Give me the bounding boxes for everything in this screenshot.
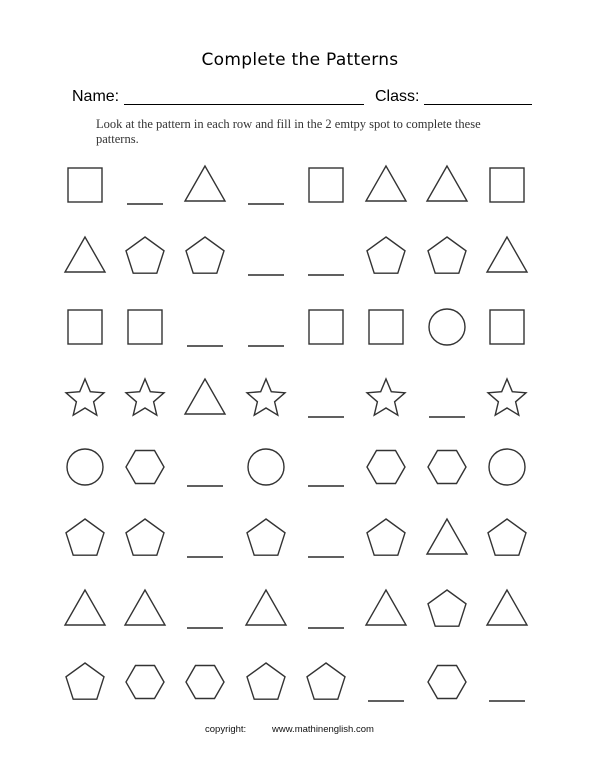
hexagon-shape bbox=[126, 666, 164, 699]
circle-shape bbox=[67, 449, 103, 485]
star-shape bbox=[126, 379, 164, 415]
circle-shape bbox=[429, 309, 465, 345]
hexagon-shape bbox=[126, 451, 164, 484]
triangle-shape bbox=[65, 590, 105, 625]
copyright-label: copyright: bbox=[205, 724, 247, 735]
star-shape bbox=[247, 379, 285, 415]
square-shape bbox=[128, 310, 162, 344]
pentagon-shape bbox=[367, 519, 405, 555]
circle-shape bbox=[489, 449, 525, 485]
pentagon-shape bbox=[367, 237, 405, 273]
star-shape bbox=[488, 379, 526, 415]
square-shape bbox=[68, 310, 102, 344]
triangle-shape bbox=[65, 237, 105, 272]
square-shape bbox=[309, 168, 343, 202]
hexagon-shape bbox=[428, 451, 466, 484]
triangle-shape bbox=[246, 590, 286, 625]
website-link[interactable]: www.mathinenglish.com bbox=[272, 724, 374, 735]
square-shape bbox=[309, 310, 343, 344]
triangle-shape bbox=[366, 590, 406, 625]
triangle-shape bbox=[487, 237, 527, 272]
hexagon-shape bbox=[186, 666, 224, 699]
instructions-text: Look at the pattern in each row and fill in the 2 emtpy spot to complete these patterns. bbox=[96, 117, 481, 146]
pentagon-shape bbox=[247, 519, 285, 555]
triangle-shape bbox=[366, 166, 406, 201]
triangle-shape bbox=[427, 519, 467, 554]
circle-shape bbox=[248, 449, 284, 485]
class-label: Class: bbox=[375, 88, 420, 105]
square-shape bbox=[68, 168, 102, 202]
pentagon-shape bbox=[126, 237, 164, 273]
pentagon-shape bbox=[488, 519, 526, 555]
name-label: Name: bbox=[72, 88, 120, 105]
triangle-shape bbox=[185, 166, 225, 201]
square-shape bbox=[490, 310, 524, 344]
pentagon-shape bbox=[66, 519, 104, 555]
pentagon-shape bbox=[428, 590, 466, 626]
triangle-shape bbox=[427, 166, 467, 201]
star-shape bbox=[66, 379, 104, 415]
pentagon-shape bbox=[66, 663, 104, 699]
triangle-shape bbox=[185, 379, 225, 414]
pentagon-shape bbox=[126, 519, 164, 555]
hexagon-shape bbox=[428, 666, 466, 699]
pentagon-shape bbox=[186, 237, 224, 273]
square-shape bbox=[490, 168, 524, 202]
triangle-shape bbox=[487, 590, 527, 625]
page-title: Complete the Patterns bbox=[201, 50, 399, 70]
star-shape bbox=[367, 379, 405, 415]
pentagon-shape bbox=[247, 663, 285, 699]
square-shape bbox=[369, 310, 403, 344]
pentagon-shape bbox=[428, 237, 466, 273]
hexagon-shape bbox=[367, 451, 405, 484]
pentagon-shape bbox=[307, 663, 345, 699]
triangle-shape bbox=[125, 590, 165, 625]
